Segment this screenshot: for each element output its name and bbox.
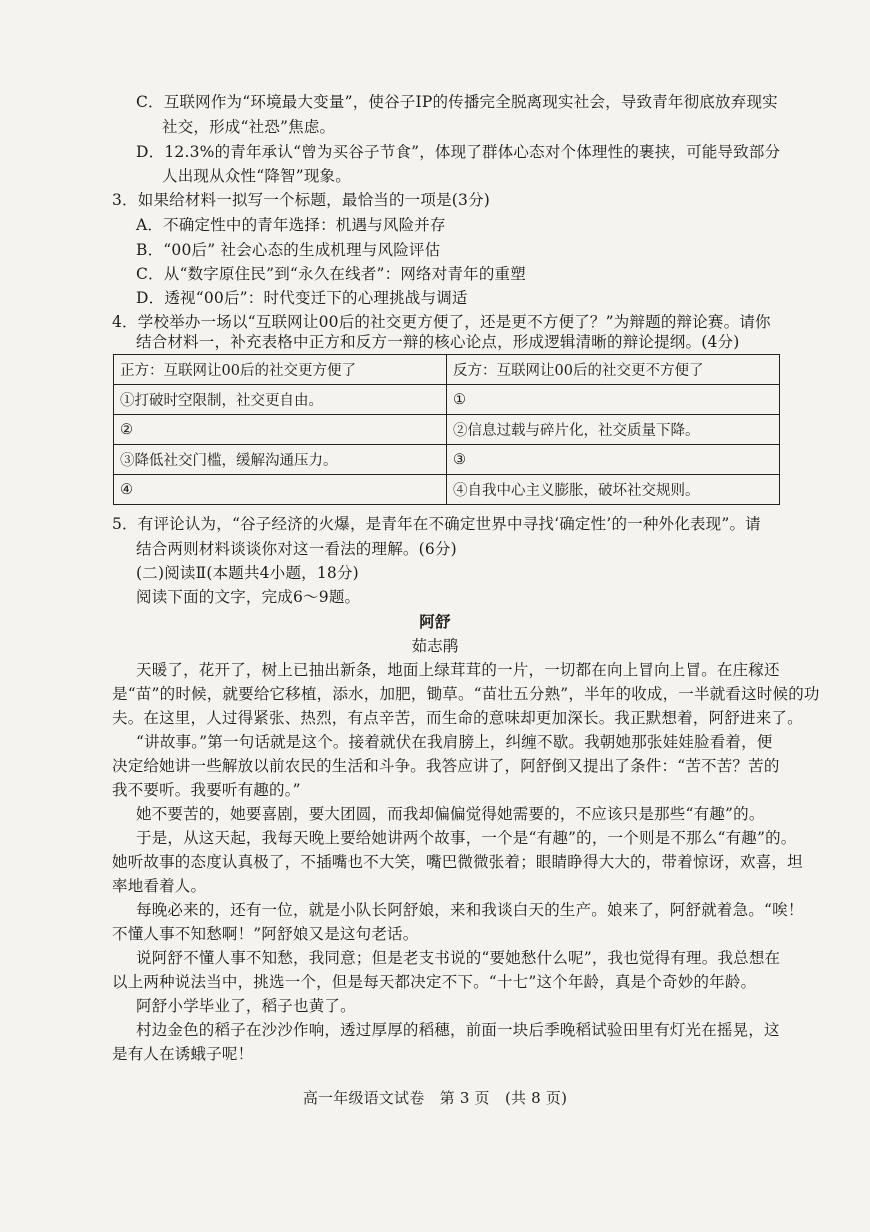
article-line: 她不要苦的，她要喜剧，要大团圆，而我却偏偏觉得她需要的，不应该只是那些“有趣”的。 (136, 805, 765, 823)
article-line: 是“苗”的时候，就要给它移植，添水，加肥，锄草。“苗壮五分熟”，半年的收成，一半就看这时候的功 (112, 685, 820, 703)
article-line: “讲故事。”第一句话就是这个。接着就伏在我肩膀上，纠缠不歇。我朝她那张娃娃脸看着，便 (136, 733, 773, 751)
pro-cell-4: ④ (114, 475, 447, 505)
article-line: 是有人在诱蛾子呢！ (112, 1045, 254, 1063)
q3-option-b: B．“00后” 社会心态的生成机理与风险评估 (136, 241, 441, 259)
q2-option-c-line2: 社交，形成“社恐”焦虑。 (162, 118, 336, 136)
table-row (114, 415, 780, 445)
table-row (114, 385, 780, 415)
q4-stem-line1: 4．学校举办一场以“互联网让00后的社交更方便了，还是更不方便了？”为辩题的辩论赛。请你 (112, 313, 771, 331)
pro-cell-2: ② (114, 415, 447, 445)
q3-option-d: D．透视“00后”：时代变迁下的心理挑战与调适 (136, 289, 468, 307)
article-line: 我不要听。我要听有趣的。” (112, 781, 301, 799)
q5-stem-line1: 5．有评论认为，“谷子经济的火爆，是青年在不确定世界中寻找‘确定性’的一种外化表现”。请 (112, 515, 761, 533)
article-title: 阿舒 (419, 612, 451, 631)
con-cell-1: ① (447, 385, 780, 415)
con-cell-3: ③ (447, 445, 780, 475)
pro-cell-3: ③降低社交门槛，缓解沟通压力。 (114, 445, 447, 475)
q3-stem: 3．如果给材料一拟写一个标题，最恰当的一项是(3分) (112, 191, 491, 209)
article-line: 她听故事的态度认真极了，不插嘴也不大笑，嘴巴微微张着；眼睛睁得大大的，带着惊讶，欢喜，坦 (112, 853, 803, 871)
article-line: 不懂人事不知愁啊！”阿舒娘又是这句老话。 (112, 925, 419, 943)
article-line: 每晚必来的，还有一位，就是小队长阿舒娘，来和我谈白天的生产。娘来了，阿舒就着急。“唉！ (136, 901, 804, 919)
article-line: 村边金色的稻子在沙沙作响，透过厚厚的稻穗，前面一块后季晚稻试验田里有灯光在摇晃，这 (136, 1021, 780, 1039)
article-line: 决定给她讲一些解放以前农民的生活和斗争。我答应讲了，阿舒倒又提出了条件：“苦不苦？苦的 (112, 757, 780, 775)
table-row (114, 445, 780, 475)
article-author: 茹志鹃 (411, 637, 459, 655)
article-line: 以上两种说法当中，挑选一个，但是每天都决定不下。“十七”这个年龄，真是个奇妙的年龄。 (112, 973, 757, 991)
table-row (114, 475, 780, 505)
q4-stem-line2: 结合材料一，补充表格中正方和反方一辩的核心论点，形成逻辑清晰的辩论提纲。(4分) (136, 333, 740, 351)
article-line: 天暖了，花开了，树上已抽出新条，地面上绿茸茸的一片，一切都在向上冒向上冒。在庄稼还 (136, 661, 780, 679)
q2-option-c-line1: C．互联网作为“环境最大变量”，使谷子IP的传播完全脱离现实社会，导致青年彻底放弃现实 (136, 93, 778, 111)
q5-stem-line2: 结合两则材料谈谈你对这一看法的理解。(6分) (136, 540, 457, 558)
debate-table (113, 354, 780, 505)
q3-option-c: C．从“数字原住民”到“永久在线者”：网络对青年的重塑 (136, 265, 526, 283)
table-header-row (114, 355, 780, 385)
article-line: 于是，从这天起，我每天晚上要给她讲两个故事，一个是“有趣”的，一个则是不那么“有趣”的。 (136, 829, 797, 847)
q2-option-d-line2: 人出现从众性“降智”现象。 (162, 167, 351, 185)
section-title: (二)阅读Ⅱ(本题共4小题，18分) (136, 564, 359, 582)
page-footer: 高一年级语文试卷 第 3 页 (共 8 页) (302, 1089, 568, 1107)
section-instruction: 阅读下面的文字，完成6～9题。 (136, 588, 361, 606)
header-pro: 正方：互联网让00后的社交更方便了 (114, 355, 447, 385)
q3-option-a: A．不确定性中的青年选择：机遇与风险并存 (136, 216, 446, 234)
article-line: 夫。在这里，人过得紧张、热烈，有点辛苦，而生命的意味却更加深长。我正默想着，阿舒进来了。 (112, 709, 803, 727)
article-line: 说阿舒不懂人事不知愁，我同意；但是老支书说的“要她愁什么呢”，我也觉得有理。我总想在 (136, 949, 781, 967)
article-line: 阿舒小学毕业了，稻子也黄了。 (136, 997, 356, 1015)
con-cell-2: ②信息过载与碎片化，社交质量下降。 (447, 415, 780, 445)
q2-option-d-line1: D．12.3%的青年承认“曾为买谷子节食”，体现了群体心态对个体理性的裹挟，可能导致部分 (136, 143, 781, 161)
con-cell-4: ④自我中心主义膨胀，破坏社交规则。 (447, 475, 780, 505)
header-con: 反方：互联网让00后的社交更不方便了 (447, 355, 780, 385)
article-line: 率地看着人。 (112, 877, 207, 895)
pro-cell-1: ①打破时空限制，社交更自由。 (114, 385, 447, 415)
